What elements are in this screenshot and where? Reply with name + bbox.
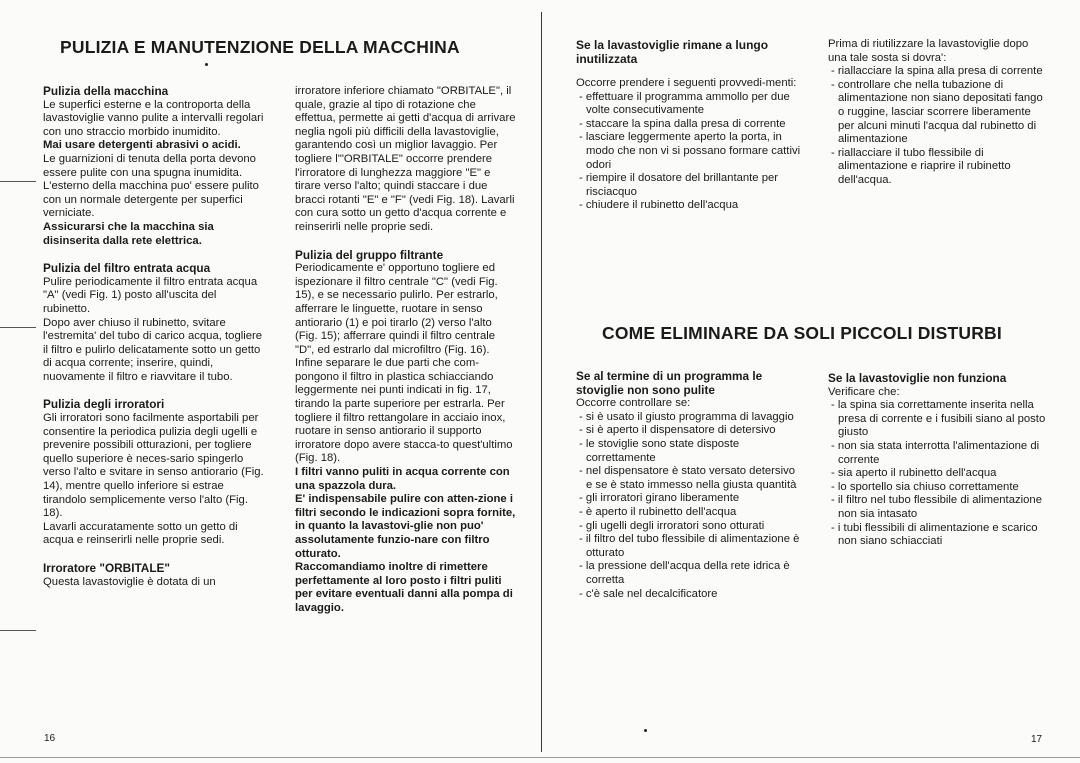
paragraph: Pulire periodicamente il filtro entrata acqua "A" (vedi Fig. 1) posto all'uscita del rubinetto. — [43, 275, 258, 315]
paragraph: Verificare che: — [828, 385, 900, 398]
paragraph: Prima di riutilizzare la lavastoviglie dopo una tale sosta si dovra': — [828, 38, 1029, 64]
list-item: - è aperto il rubinetto dell'acqua — [576, 506, 802, 520]
binding-mark — [0, 630, 36, 631]
list-item: - il filtro del tubo flessibile di alimentazione è otturato — [576, 533, 802, 560]
heading-gruppo-filtrante: Pulizia del gruppo filtrante — [295, 247, 444, 262]
list-item: - i tubi flessibili di alimentazione e scarico non siano schiacciati — [828, 522, 1050, 549]
heading-non-pulite: Se al termine di un programma le stoviglie non sono pulite — [576, 369, 763, 397]
list — [828, 65, 1046, 187]
list-item: - effettuare il programma ammollo per due volte consecutivamente — [576, 91, 801, 118]
list-item: - riempire il dosatore del brillantante per risciacquo — [576, 172, 801, 199]
paragraph: Le superfici esterne e la controporta della lavastoviglie vanno pulite a intervalli regolari con uno straccio morbido inumidito. — [43, 98, 264, 138]
list-item: - nel dispensatore è stato versato detersivo e se è stato immesso nella giusta quantità — [576, 465, 802, 492]
heading-orbitale: Irroratore "ORBITALE" — [43, 561, 170, 575]
print-speck — [205, 63, 208, 66]
list-item: - il filtro nel tubo flessibile di alimentazione non sia intasato — [828, 494, 1050, 521]
list-item: - staccare la spina dalla presa di corrente — [576, 118, 801, 132]
list-item: - c'è sale nel decalcificatore — [576, 588, 802, 602]
paragraph: Occorre controllare se: — [576, 397, 691, 410]
list-item: - gli irroratori girano liberamente — [576, 492, 802, 506]
list-item: - lasciare leggermente aperto la porta, in modo che non vi si possano formare cattivi odori — [576, 131, 801, 172]
left-column-2 — [295, 85, 517, 616]
list-item: - gli ugelli degli irroratori sono otturati — [576, 520, 802, 534]
right-column-2-bottom — [828, 372, 1050, 549]
right-page — [540, 0, 1080, 763]
list-item: - controllare che nella tubazione di alimentazione non siano depositati fango o ruggine, lasciar scorrere liberamente per alcuni minuti l'acqua dal rubinetto di alimentazione — [828, 79, 1046, 147]
print-speck — [644, 729, 647, 732]
bottom-edge — [0, 757, 1080, 758]
warning-text: Raccomandiamo inoltre di rimettere perfettamente al loro posto i filtri puliti per evitare eventuali danni alla pompa di lavaggio. — [295, 561, 513, 614]
list-item: - le stoviglie sono state disposte correttamente — [576, 438, 802, 465]
heading-non-funziona: Se la lavastoviglie non funziona — [828, 371, 1007, 385]
list-item: - chiudere il rubinetto dell'acqua — [576, 199, 801, 213]
paragraph: Questa lavastoviglie è dotata di un — [43, 575, 216, 588]
binding-mark — [0, 327, 36, 328]
left-column-1 — [43, 85, 265, 589]
maintenance-title: PULIZIA E MANUTENZIONE DELLA MACCHINA — [60, 37, 460, 57]
paragraph: Periodicamente e' opportuno togliere ed ispezionare il filtro centrale "C" (vedi Fig. 15), e se necessario pulirlo. Per estrarlo, afferrare le linguette, ruotare in senso antiorario (1) e poi tirarlo (2) verso l'alto (Fig. 15); afferrare quindi il filtro centrale "D", ed estrarlo dal microfiltro (Fig. 16). — [295, 262, 498, 356]
warning-text: I filtri vanno puliti in acqua corrente con una spazzola dura. — [295, 466, 510, 492]
list-item: - sia aperto il rubinetto dell'acqua — [828, 467, 1050, 481]
right-column-1-top — [576, 38, 801, 213]
paragraph: Infine separare le due parti che com-pongono il filtro in plastica schiacciando leggermente nei punti indicati in fig. 17, tirando la parte superiore per estrarla. Per togliere il filtro rettangolare in acciaio inox, ruotare in senso antiorario il supporto irroratore dopo avere stacca-to quest'ultimo (Fig. 18). — [295, 357, 513, 465]
list-item: - riallacciare il tubo flessibile di alimentazione e riaprire il rubinetto dell'acqua. — [828, 147, 1046, 188]
list-item: - la pressione dell'acqua della rete idrica è corretta — [576, 560, 802, 587]
list — [576, 411, 802, 601]
heading-filtro-entrata: Pulizia del filtro entrata acqua — [43, 261, 211, 276]
list-item: - si è usato il giusto programma di lavaggio — [576, 411, 802, 425]
paragraph: Lavarli accuratamente sotto un getto di acqua e reinserirli nelle proprie sedi. — [43, 520, 238, 547]
warning-text: Assicurarsi che la macchina sia disinserita dalla rete elettrica. — [43, 220, 214, 247]
heading-inutilizzata: Se la lavastoviglie rimane a lungo inutilizzata — [576, 38, 769, 66]
warning-text: Mai usare detergenti abrasivi o acidi. — [43, 139, 241, 152]
troubleshooting-title: COME ELIMINARE DA SOLI PICCOLI DISTURBI — [602, 323, 1002, 343]
right-column-1-bottom — [576, 370, 802, 601]
warning-text: E' indispensabile pulire con atten-zione i filtri secondo le indicazioni sopra fornite, in quanto la lavastovi-glie non puo' assolutamente funzio-nare con filtro otturato. — [295, 493, 516, 560]
list — [576, 91, 801, 213]
heading-irroratori: Pulizia degli irroratori — [43, 397, 165, 412]
heading-pulizia-macchina: Pulizia della macchina — [43, 84, 169, 98]
paragraph: Occorre prendere i seguenti provvedi-menti: — [576, 77, 797, 89]
page-number: 16 — [44, 733, 56, 744]
page-number: 17 — [1031, 734, 1043, 745]
paragraph: Gli irroratori sono facilmente asportabili per consentire la periodica pulizia degli ugelli e prevenire possibili otturazioni, per togliere quello superiore è neces-sario spingerlo verso l'alto e svitare in senso antiorario (Fig. 14), mentre quello inferiore si estrae tirandolo semplicemente verso l'alto (Fig. 18). — [43, 412, 264, 520]
list-item: - la spina sia correttamente inserita nella presa di corrente e i fusibili siano al posto giusto — [828, 399, 1050, 440]
binding-mark — [0, 181, 36, 182]
right-column-2-top — [828, 38, 1046, 188]
list — [828, 399, 1050, 549]
list-item: - si è aperto il dispensatore di detersivo — [576, 424, 802, 438]
paragraph: Dopo aver chiuso il rubinetto, svitare l'estremita' del tubo di carico acqua, togliere il filtro e pulirlo delicatamente sotto un getto di acqua corrente; inserire, quindi, nuovamente il filtro e riavvitare il tubo. — [43, 316, 263, 383]
paragraph: irroratore inferiore chiamato "ORBITALE", il quale, grazie al tipo di rotazione che effettua, permette ai getti d'acqua di arrivare neglia ngoli più difficili della lavastoviglie, garantendo così un miglior lavaggio. Per togliere l'"ORBITALE" occorre prendere l'irroratore di lunghezza maggiore "E" e tirare verso l'alto; quindi staccare i due bracci rotanti "E" e "F" (vedi Fig. 18). Lavarli con cura sotto un getto d'acqua corrente e reinserirli nelle proprie sedi. — [295, 85, 516, 233]
paragraph: Le guarnizioni di tenuta della porta devono essere pulite con una spugna inumidita. — [43, 152, 256, 179]
list-item: - lo sportello sia chiuso correttamente — [828, 481, 1050, 495]
list-item: - riallacciare la spina alla presa di corrente — [828, 65, 1046, 79]
paragraph: L'esterno della macchina puo' essere pulito con un normale detergente per superfici verniciate. — [43, 180, 259, 220]
list-item: - non sia stata interrotta l'alimentazione di corrente — [828, 440, 1050, 467]
